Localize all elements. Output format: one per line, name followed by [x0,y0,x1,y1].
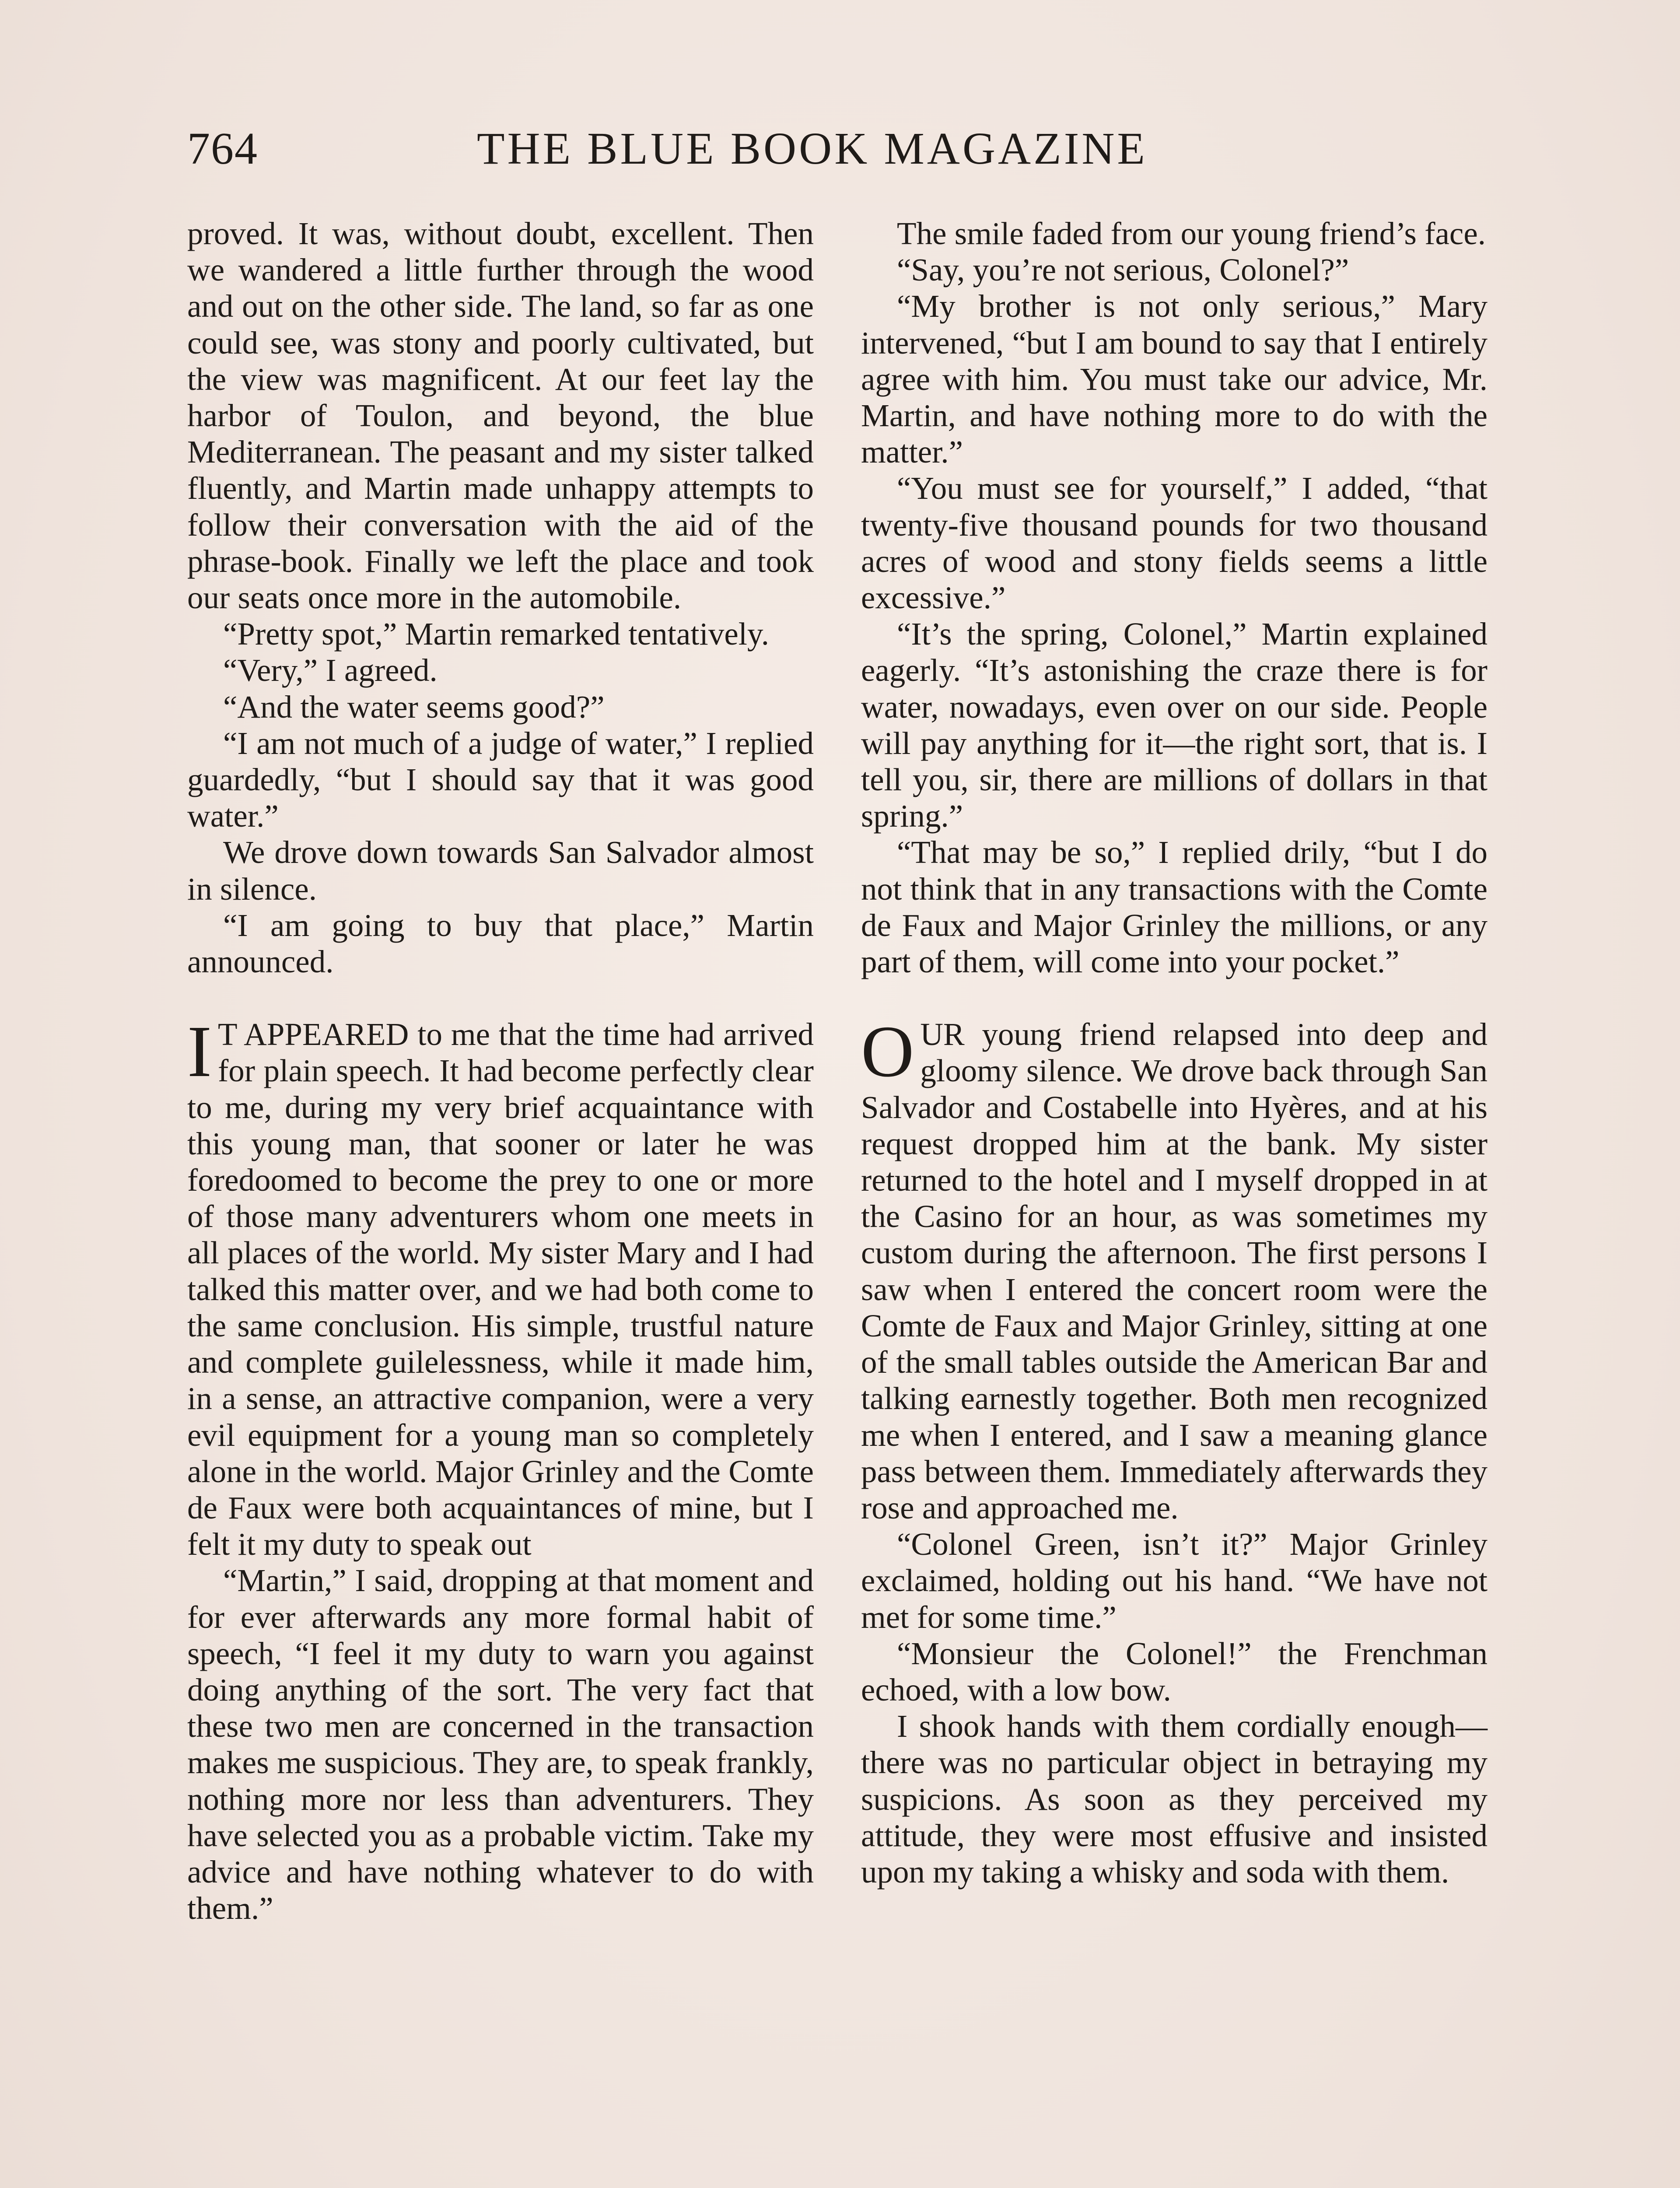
paragraph: “Martin,” I said, dropping at that moment and for ever afterwards any more formal habit of speech, “I feel it my duty to warn you against doing anything of the sort. The very fact that these two men are concerned in the transaction makes me suspicious. They are, to speak frankly, nothing more nor less than adventurers. They have selected you as a probable victim. Take my advice and have nothing whatever to do with them.” [187,1563,814,1926]
paragraph: “Colonel Green, isn’t it?” Major Grinley exclaimed, holding out his hand. “We have not met for some time.” [861,1526,1488,1635]
paragraph: The smile faded from our young friend’s face. [897,216,1486,251]
paragraph: “It’s the spring, Colonel,” Martin explained eagerly. “It’s astonishing the craze there is for water, nowadays, even over on our side. People will pay anything for it—the right sort, that is. I tell you, sir, there are millions of dollars in that spring.” [861,616,1488,834]
paragraph-text: UR young friend relapsed into deep and gloomy silence. We drove back through San Salvador and Costabelle into Hyères, and at his request dropped him at the bank. My sister returned to the hotel and I myself dropped in at the Casino for an hour, as was sometimes my custom during the afternoon. The first persons I saw when I entered the concert room were the Comte de Faux and Major Grinley, sitting at one of the small tables outside the American Bar and talking earnestly together. Both men recognized me when I entered, and I saw a meaning glance pass between them. Immediately afterwards they rose and approached me. [861,1017,1488,1525]
paragraph: “Say, you’re not serious, Colonel?” [897,252,1349,288]
paragraph: “Monsieur the Colonel!” the Frenchman echoed, with a low bow. [861,1635,1488,1708]
section-paragraph [861,1011,1488,1526]
left-column [187,215,814,1926]
paragraph: I shook hands with them cordially enough—there was no particular object in betraying my suspicions. As soon as they perceived my attitude, they were most effusive and insisted upon my taking a whisky and soda with them. [861,1708,1488,1890]
paragraph: “And the water seems good?” [223,689,605,725]
drop-cap: I [187,1011,212,1093]
magazine-title: THE BLUE BOOK MAGAZINE [477,123,1148,174]
paragraph: “You must see for yourself,” I added, “that twenty-five thousand pounds for two thousand acres of wood and stony fields seems a little excessive.” [861,470,1488,616]
paragraph: “Very,” I agreed. [223,652,438,688]
paragraph: We drove down towards San Salvador almost in silence. [187,835,814,907]
page-number: 764 [187,123,258,174]
paragraph: “Pretty spot,” Martin remarked tentatively. [223,616,770,652]
paragraph: “That may be so,” I replied drily, “but I do not think that in any transactions with the Comte de Faux and Major Grinley the millions, or any part of them, will come into your pocket.” [861,835,1488,980]
paragraph-text: T APPEARED to me that the time had arrived for plain speech. It had become perfectly clear to me, during my very brief acquaintance with this young man, that sooner or later he was foredoomed to become the prey to one or more of those many adventurers whom one meets in all places of the world. My sister Mary and I had talked this matter over, and we had both come to the same conclusion. His simple, trustful nature and complete guilelessness, while it made him, in a sense, an attractive companion, were a very evil equipment for a young man so completely alone in the world. Major Grinley and the Comte de Faux were both acquaintances of mine, but I felt it my duty to speak out [187,1017,814,1562]
paragraph: “I am not much of a judge of water,” I replied guardedly, “but I should say that it was good water.” [187,725,814,834]
page-header [187,118,1207,179]
section-paragraph [187,1011,814,1562]
paragraph: “I am going to buy that place,” Martin announced. [187,907,814,980]
drop-cap: O [861,1011,914,1093]
paragraph: “My brother is not only serious,” Mary intervened, “but I am bound to say that I entirely agree with him. You must take our advice, Mr. Martin, and have nothing more to do with the matter.” [861,288,1488,470]
right-column [861,215,1488,1890]
paragraph: proved. It was, without doubt, excellent. Then we wandered a little further through the wood and out on the other side. The land, so far as one could see, was stony and poorly cultivated, but the view was magnificent. At our feet lay the harbor of Toulon, and beyond, the blue Mediterranean. The peasant and my sister talked fluently, and Martin made unhappy attempts to follow their conversation with the aid of the phrase-book. Finally we left the place and took our seats once more in the automobile. [187,216,814,616]
